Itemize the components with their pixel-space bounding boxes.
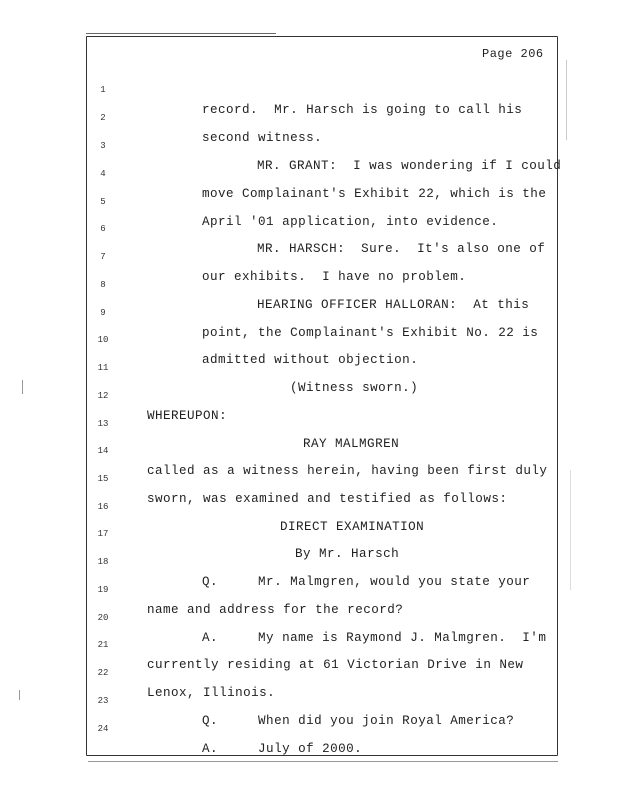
line-text: A. July of 2000.: [202, 742, 363, 756]
line-number: 8: [100, 280, 106, 290]
line-text: Lenox, Illinois.: [147, 686, 276, 700]
line-text: point, the Complainant's Exhibit No. 22 is: [202, 326, 539, 340]
line-text: (Witness sworn.): [290, 381, 419, 395]
scan-speck: [570, 470, 571, 590]
line-text: RAY MALMGREN: [303, 437, 400, 451]
line-text: April '01 application, into evidence.: [202, 215, 499, 229]
page-number: Page 206: [482, 47, 544, 61]
line-text: A. My name is Raymond J. Malmgren. I'm: [202, 631, 547, 645]
line-number: 16: [97, 502, 109, 512]
line-number: 20: [97, 613, 109, 623]
line-number: 14: [97, 446, 109, 456]
line-text: Q. When did you join Royal America?: [202, 714, 515, 728]
line-text: move Complainant's Exhibit 22, which is the: [202, 187, 547, 201]
line-number: 21: [97, 640, 109, 650]
line-number: 9: [100, 308, 106, 318]
scan-speck: [19, 690, 20, 700]
transcript-line: [0, 650, 276, 700]
line-number: 13: [97, 419, 109, 429]
transcript-line: [0, 67, 523, 117]
line-number: 5: [100, 197, 106, 207]
scan-speck: [566, 60, 567, 140]
line-text: sworn, was examined and testified as follows:: [147, 492, 508, 506]
line-number: 11: [97, 363, 109, 373]
line-text: admitted without objection.: [202, 353, 419, 367]
line-number: 24: [97, 724, 109, 734]
line-text: MR. HARSCH: Sure. It's also one of: [257, 242, 546, 256]
line-text: name and address for the record?: [147, 603, 404, 617]
line-number: 12: [97, 391, 109, 401]
line-number: 4: [100, 169, 106, 179]
bottom-edge-line: [88, 761, 558, 762]
line-text: record. Mr. Harsch is going to call his: [202, 103, 523, 117]
line-text: MR. GRANT: I was wondering if I could: [257, 159, 562, 173]
line-number: 17: [97, 529, 109, 539]
line-text: our exhibits. I have no problem.: [202, 270, 467, 284]
line-number: 23: [97, 696, 109, 706]
line-text: By Mr. Harsch: [295, 547, 400, 561]
line-number: 2: [100, 113, 106, 123]
top-edge-line: [86, 33, 276, 34]
line-text: currently residing at 61 Victorian Drive in New: [147, 658, 524, 672]
line-text: DIRECT EXAMINATION: [280, 520, 425, 534]
line-number: 10: [97, 335, 109, 345]
transcript-line: [0, 373, 228, 423]
line-number: 1: [100, 85, 106, 95]
line-text: WHEREUPON:: [147, 409, 228, 423]
transcript-line: [0, 95, 323, 145]
scan-speck: [22, 380, 23, 394]
line-number: 15: [97, 474, 109, 484]
line-number: 22: [97, 668, 109, 678]
line-text: called as a witness herein, having been first duly: [147, 464, 548, 478]
line-text: Q. Mr. Malmgren, would you state your: [202, 575, 531, 589]
line-number: 18: [97, 557, 109, 567]
line-text: HEARING OFFICER HALLORAN: At this: [257, 298, 530, 312]
line-number: 3: [100, 141, 106, 151]
line-text: second witness.: [202, 131, 323, 145]
line-number: 19: [97, 585, 109, 595]
line-number: 6: [100, 224, 106, 234]
line-number: 7: [100, 252, 106, 262]
